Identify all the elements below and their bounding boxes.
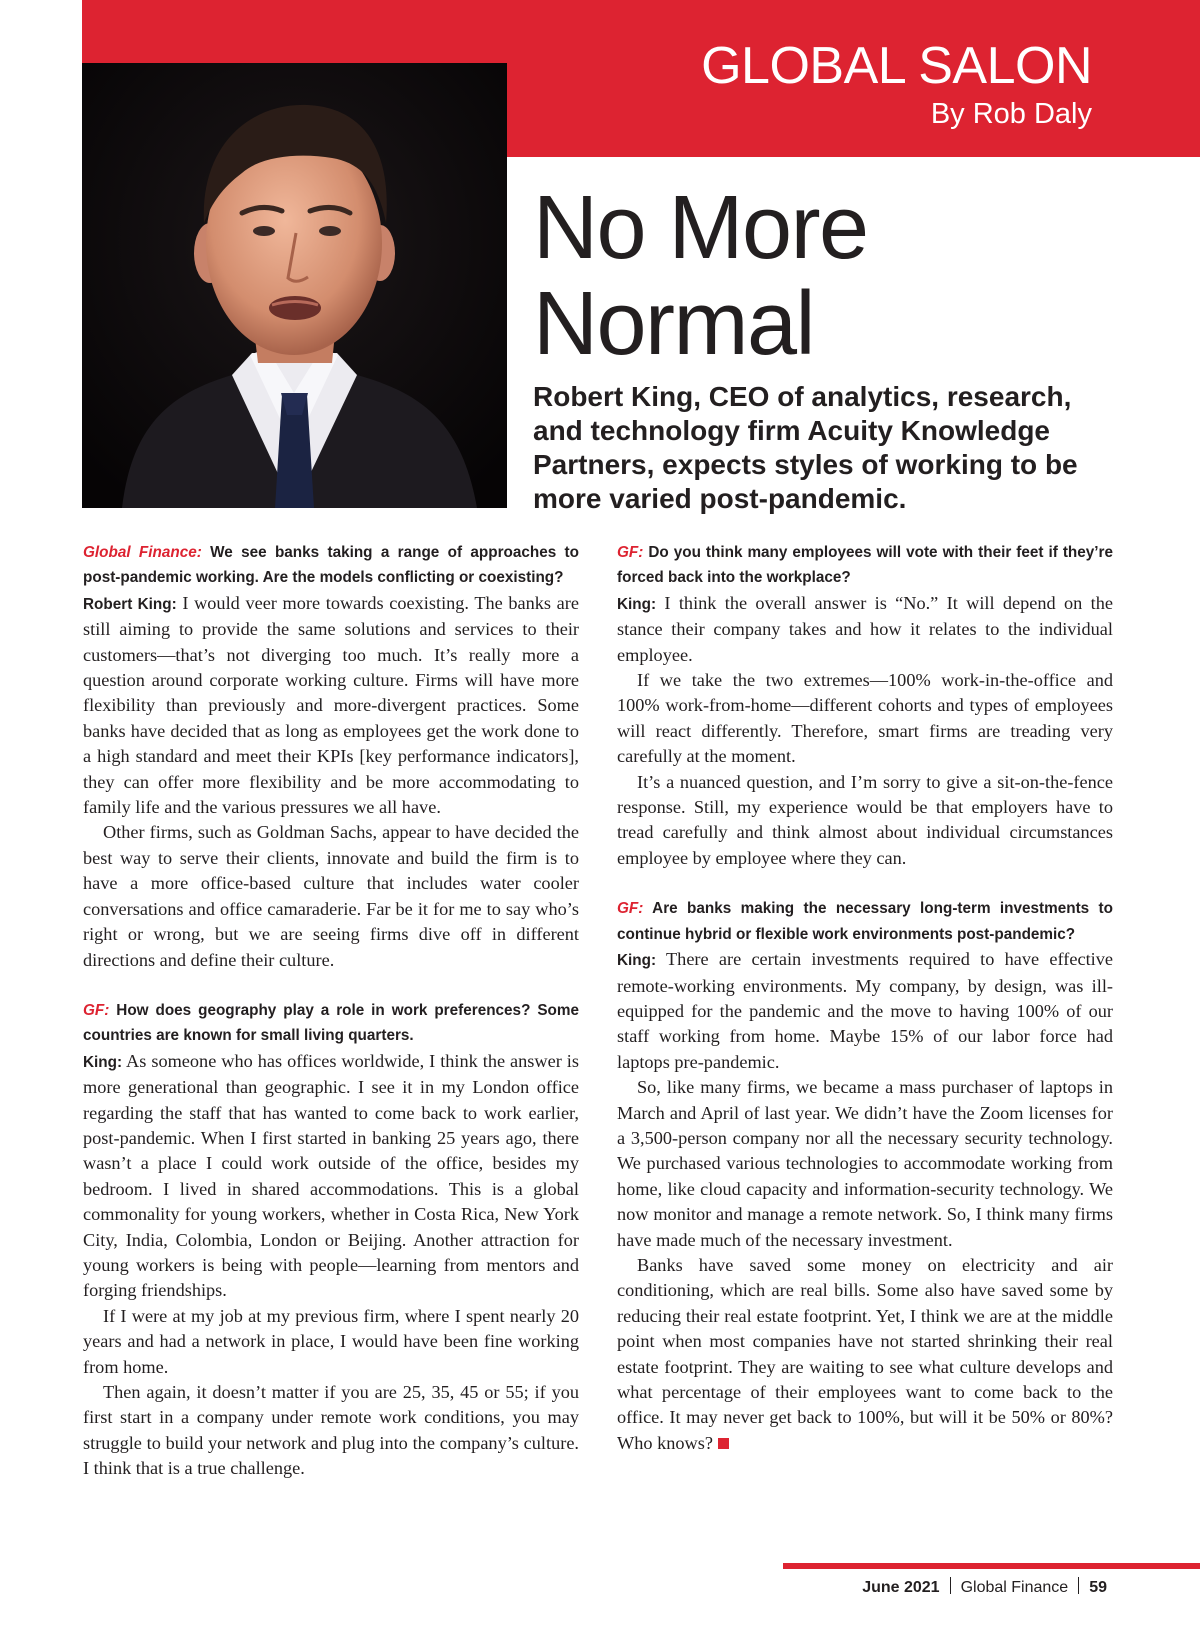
answer-2-paragraph-2: If I were at my job at my previous firm, where I spent nearly 20 years and had a network in place, I would have been fine working from home. — [83, 1305, 579, 1377]
question-label: GF: — [617, 544, 644, 561]
answer-text: Banks have saved some money on electricity and air conditioning, which are real bills. Some also have saved some by reducing their real estate footprint. Yet, I think we are at the middle point when most companies have not started shrinking their real estate footprint. They are waiting to see what culture develops and what percentage of their employees want to come back to the office. It may never get back to 100%, but will it be 50% or 80%? Who knows? — [617, 1254, 1113, 1453]
speaker-label: King: — [83, 1053, 123, 1071]
portrait-photo — [82, 63, 507, 508]
end-of-article-mark-icon — [718, 1438, 729, 1449]
footer-divider — [950, 1577, 951, 1594]
article-headline — [533, 180, 1133, 372]
question-4 — [617, 896, 1113, 947]
article-deck: Robert King, CEO of analytics, research, and technology firm Acuity Knowledge Partners, expects styles of working to be more varied post-pandemic. — [533, 381, 1078, 514]
question-1 — [83, 540, 579, 591]
question-2 — [83, 998, 579, 1049]
speaker-label: King: — [617, 595, 657, 613]
answer-text: I think the overall answer is “No.” It will depend on the stance their company takes and how it relates to the individual employee. — [617, 592, 1113, 665]
answer-3-paragraph-2: If we take the two extremes—100% work-in-the-office and 100% work-from-home—different cohorts and types of employees will react differently. Therefore, smart firms are treading very carefully at the moment. — [617, 670, 1113, 767]
speaker-label: Robert King: — [83, 595, 177, 613]
question-label: GF: — [83, 1001, 110, 1019]
footer-divider — [1078, 1577, 1079, 1594]
answer-4-paragraph-3 — [617, 1253, 1113, 1456]
page-footer — [862, 1577, 1107, 1598]
question-text: How does geography play a role in work preferences? Some countries are known for small living quarters. — [83, 1001, 579, 1045]
section-title: GLOBAL SALON — [701, 37, 1092, 95]
answer-4-paragraph-1 — [617, 947, 1113, 1075]
answer-3-paragraph-1 — [617, 591, 1113, 668]
answer-1-paragraph-1 — [83, 591, 579, 821]
answer-2-paragraph-1 — [83, 1049, 579, 1304]
issue-date: June 2021 — [862, 1579, 940, 1596]
question-text: Are banks making the necessary long-term investments to continue hybrid or flexible work environments post-pandemic? — [617, 900, 1113, 943]
headline-line-1: No More — [533, 178, 868, 278]
page-number: 59 — [1089, 1579, 1107, 1596]
headline-line-2: Normal — [533, 274, 815, 374]
answer-4-paragraph-2: So, like many firms, we became a mass purchaser of laptops in March and April of last year. We didn’t have the Zoom licenses for a 3,500-person company nor all the necessary security technology. We purchased various technologies to accommodate working from home, like cloud capacity and information-security technology. We now monitor and manage a remote network. So, I think many firms have made much of the necessary investment. — [617, 1077, 1113, 1250]
speaker-label: King: — [617, 952, 657, 970]
answer-text: As someone who has offices worldwide, I think the answer is more generational than geographic. I see it in my London office regarding the staff that has wanted to come back to work earlier, post-pandemic. When I first started in banking 25 years ago, there wasn’t a place I could work outside of the office, besides my bedroom. I lived in shared accommodations. This is a global commonality for young workers, whether in Costa Rica, New York City, India, Colombia, London or Beijing. Another attraction for young workers is being with people—learning from mentors and forging friendships. — [83, 1050, 579, 1301]
footer-rule — [783, 1563, 1200, 1569]
question-text: We see banks taking a range of approaches to post-pandemic working. Are the models conflicting or coexisting? — [83, 544, 579, 587]
answer-3-paragraph-3: It’s a nuanced question, and I’m sorry to give a sit-on-the-fence response. Still, my experience would be that employers have to tread carefully and think almost about individual circumstances employee by employee where they can. — [617, 771, 1113, 868]
publication-name: Global Finance — [960, 1579, 1069, 1596]
answer-1-paragraph-2: Other firms, such as Goldman Sachs, appear to have decided the best way to serve their clients, innovate and build the firm is to have a more office-based culture that includes water cooler conversations and office camaraderie. Far be it for me to say who’s right or wrong, but we are seeing firms dive off in different directions and define their culture. — [83, 822, 579, 970]
byline: By Rob Daly — [930, 98, 1092, 130]
question-3 — [617, 540, 1113, 591]
left-column — [83, 540, 579, 1482]
answer-2-paragraph-3: Then again, it doesn’t matter if you are 25, 35, 45 or 55; if you first start in a company under remote work conditions, you may struggle to build your network and plug into the company’s culture. I think that is a true challenge. — [83, 1382, 579, 1479]
question-label: GF: — [617, 900, 644, 918]
question-label: Global Finance: — [83, 544, 202, 561]
answer-text: I would veer more towards coexisting. The banks are still aiming to provide the same solutions and services to their customers—that’s not diverging too much. It’s really more a question around corporate working culture. Firms will have more flexibility than previously and more-divergent practices. Some banks have decided that as long as employees get the work done to a high standard and meet their KPIs [key performance indicators], they can offer more flexibility and be more accommodating to family life and the various pressures we all have. — [83, 592, 579, 818]
answer-text: There are certain investments required to have effective remote-working environments. My company, by design, was ill-equipped for the pandemic and the move to having 100% of our staff working from home. Maybe 15% of our labor force had laptops pre-pandemic. — [617, 949, 1113, 1072]
right-column — [617, 540, 1113, 1456]
question-text: Do you think many employees will vote with their feet if they’re forced back into the workplace? — [617, 544, 1113, 587]
